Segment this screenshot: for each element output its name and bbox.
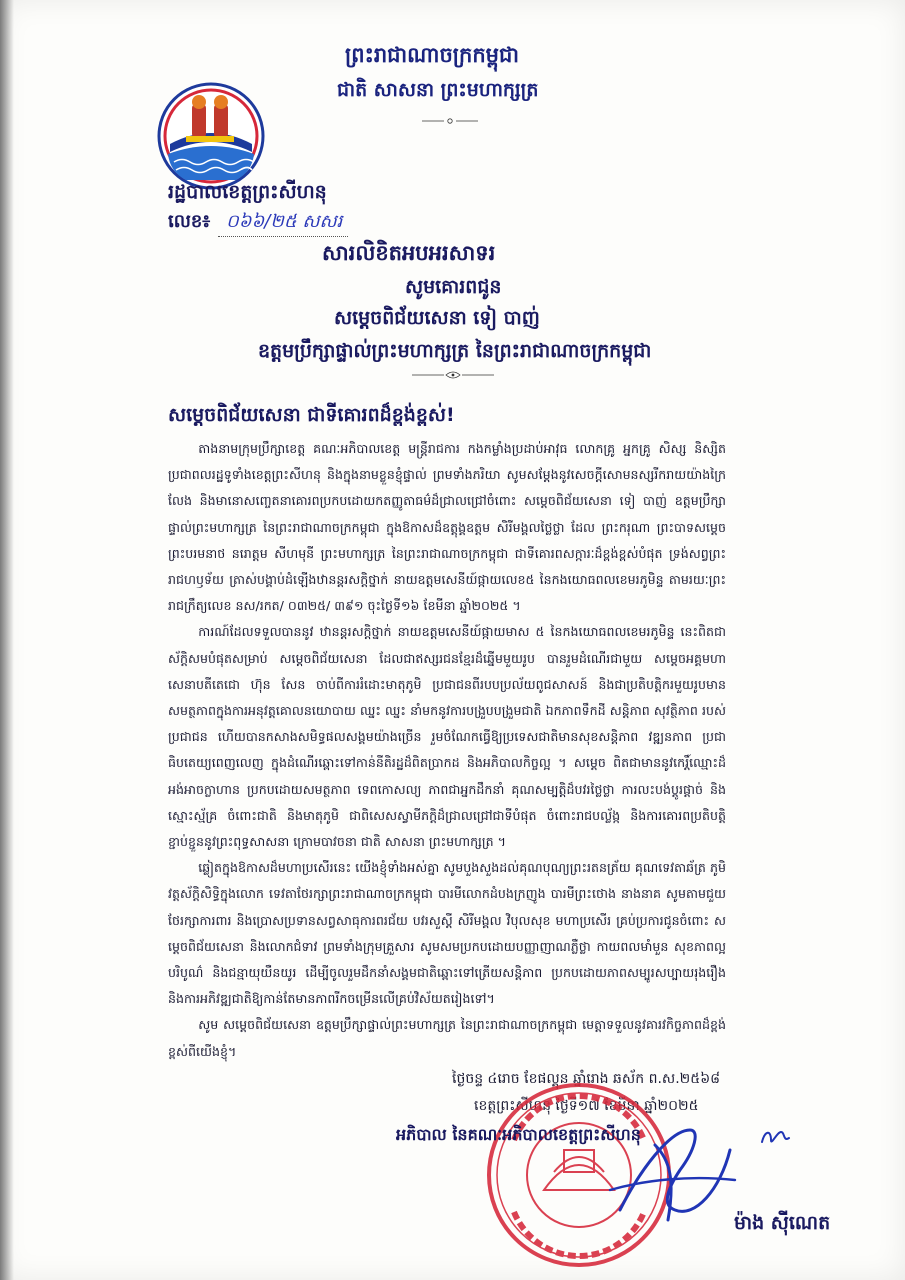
kingdom-heading: ព្រះរាជាណាចក្រកម្ពុជា bbox=[345, 43, 520, 67]
page-edge-shadow bbox=[0, 0, 14, 1280]
recipient-position: ឧត្តមប្រឹក្សាផ្ទាល់ព្រះមហាក្សត្រ នៃព្រះរាជាណាចក្រកម្ពុជា bbox=[258, 340, 652, 362]
paragraph-4: សូម សម្តេចពិជ័យសេនា ឧត្តមប្រឹក្សាផ្ទាល់ព្រះមហាក្សត្រ នៃព្រះរាជាណាចក្រកម្ពុជា មេត្តាទទួលនូវគារវកិច្ចភាពដ៏ខ្ពង់ខ្ពស់ពីយើងខ្ញុំ។ bbox=[168, 1017, 726, 1059]
solar-date: ខេត្តព្រះសីហនុ ថ្ងៃទី១៧ ខែមីនា ឆ្នាំ២០២៥ bbox=[474, 1098, 699, 1114]
title-ornament-icon bbox=[410, 369, 496, 381]
salutation: សម្តេចពិជ័យសេនា ជាទីគោរពដ៏ខ្ពង់ខ្ពស់! bbox=[168, 404, 455, 426]
letter-title: សារលិខិតអបអរសាទរ bbox=[322, 241, 496, 265]
signer-title: អភិបាល នៃគណៈអភិបាលខេត្តព្រះសីហនុ bbox=[396, 1125, 641, 1144]
issuing-administration: រដ្ឋបាលខេត្តព្រះសីហនុ bbox=[168, 181, 327, 203]
reference-number-underline bbox=[218, 236, 348, 238]
letter-body bbox=[168, 436, 726, 1065]
reference-number-label: លេខ៖ bbox=[168, 211, 211, 232]
national-motto: ជាតិ សាសនា ព្រះមហាក្សត្រ bbox=[337, 79, 539, 101]
lunar-date: ថ្ងៃចន្ទ ៤រោច ខែផល្គុន ឆ្នាំរោង ឆស័ក ព.ស.២៥៦៨ bbox=[452, 1071, 721, 1087]
header-ornament-icon bbox=[420, 116, 480, 126]
paragraph-2: ការណ៍ដែលទទួលបាននូវ ឋានន្តរសក្តិថ្នាក់ នាយឧត្តមសេនីយ៍ផ្កាយមាស ៥ នៃកងយោធពលខេមរភូមិន្ទ នេះពិតជាស័ក្តិសមបំផុតសម្រាប់ សម្តេចពិជ័យសេនា ដែលជាឥស្សរជនខ្មែរដ៏ឆ្នើមមួយរូប បានរួមដំណើរជាមួយ សម្តេចអគ្គមហាសេនាបតីតេជោ ហ៊ុន សែន ចាប់ពីការរំដោះមាតុភូមិ ប្រជាជនពីរបបប្រល័យពូជសាសន៍ និងជាប្រតិបត្តិករមួយរូបមានសមត្ថភាពក្នុងការអនុវត្តគោលនយោបាយ ឈ្នះ ឈ្នះ នាំមកនូវការបង្រួបបង្រួមជាតិ ឯកភាពទឹកដី សន្តិភាព សុវត្ថិភាព របស់ប្រជាជន ហើយបានកសាងសមិទ្ធផលសង្គមយ៉ាងច្រើន រួមចំណែកធ្វើឱ្យប្រទេសជាតិមានសុខសន្តិភាព វឌ្ឍនភាព ប្រជាធិបតេយ្យពេញលេញ ក្នុងដំណើរឆ្ពោះទៅកាន់នីតិរដ្ឋដ៏ពិតប្រាកដ និងអភិបាលកិច្ចល្អ ។ សម្តេច ពិតជាមាននូវកេរ្តិ៍ឈ្មោះដ៏អង់អាចក្លាហាន ប្រកបដោយសមត្ថភាព ទេពកោសល្យ ភាពជាអ្នកដឹកនាំ គុណសម្បត្តិដ៏បវរថ្លៃថ្លា ការលះបង់ប្តូរផ្តាច់ និងស្មោះស្ម័គ្រ ចំពោះជាតិ និងមាតុភូមិ ជាពិសេសស្វាមីភក្តិដ៏ជ្រាលជ្រៅជាទីបំផុត ចំពោះរាជបល្ល័ង្ក និងការគោរពប្រតិបត្តិខ្ជាប់ខ្ជួននូវព្រះពុទ្ធសាសនា ក្រោមបាវចនា ជាតិ សាសនា ព្រះមហាក្សត្រ ។ bbox=[168, 624, 726, 850]
initial-mark bbox=[759, 1126, 793, 1148]
paragraph-3: ឆ្លៀតក្នុងឱកាសដ៏មហាប្រសើរនេះ យើងខ្ញុំទាំងអស់គ្នា សូមបួងសួងដល់គុណបុណ្យព្រះរតនត្រ័យ គុណទេវតាឆ័ត្រ ភូមិ វត្តស័ក្តិសិទ្ធិក្នុងលោក ទេវតាថែរក្សាព្រះរាជាណាចក្រកម្ពុជា បារមីលោកដំបងក្រញូង បារមីព្រះថោង នាងនាគ សូមតាមជួយថែរក្សាការពារ និងប្រោសប្រទានសព្វសាធុការពរជ័យ បវរសួស្តី សិរីមង្គល វិបុលសុខ មហាប្រសើរ គ្រប់ប្រការជូនចំពោះ សម្តេចពិជ័យសេនា និងលោកជំទាវ ព្រមទាំងក្រុមគ្រួសារ សូមសមប្រកបដោយបញ្ញាញាណភ្លឺថ្លា កាយពលមាំមួន សុខភាពល្អបរិបូណ៌ និងជន្មាយុយឺនយូរ ដើម្បីចូលរួមដឹកនាំសង្គមជាតិឆ្ពោះទៅត្រើយសន្តិភាព ប្រកបដោយភាពសម្បូរសប្បាយរុងរឿង និងការអភិវឌ្ឍជាតិឱ្យកាន់តែមានភាពរីកចម្រើនលើគ្រប់វិស័យតរៀងទៅ។ bbox=[168, 860, 726, 1007]
paragraph-1: តាងនាមក្រុមប្រឹក្សាខេត្ត គណៈអភិបាលខេត្ត មន្ត្រីរាជការ កងកម្លាំងប្រដាប់អាវុធ លោកគ្រូ អ្នកគ្រូ សិស្ស និស្សិត ប្រជាពលរដ្ឋទូទាំងខេត្តព្រះសីហនុ និងក្នុងនាមខ្លួនខ្ញុំផ្ទាល់ ព្រមទាំងភរិយា សូមសម្តែងនូវសេចក្តីសោមនស្សរីករាយយ៉ាងក្រៃលែង និងមានោសញ្ចេតនាគោរពប្រកបដោយកតញ្ញូតាធម៌ដ៏ជ្រាលជ្រៅចំពោះ សម្តេចពិជ័យសេនា ទៀ បាញ់ ឧត្តមប្រឹក្សាផ្ទាល់ព្រះមហាក្សត្រ នៃព្រះរាជាណាចក្រកម្ពុជា ក្នុងឱកាសដ៏ឧត្តុង្គឧត្តម សិរីមង្គលថ្លៃថ្លា ដែល ព្រះករុណា ព្រះបាទសម្តេចព្រះបរមនាថ នរោត្តម សីហមុនី ព្រះមហាក្សត្រ នៃព្រះរាជាណាចក្រកម្ពុជា ជាទីគោរពសក្ការៈដ៏ខ្ពង់ខ្ពស់បំផុត ទ្រង់សព្វព្រះរាជហឫទ័យ ត្រាស់បង្គាប់ដំឡើងឋានន្តរសក្តិថ្នាក់ នាយឧត្តមសេនីយ៍ផ្កាយលេខ៥ នៃកងយោធពលខេមរភូមិន្ទ តាមរយៈព្រះរាជក្រឹត្យលេខ នស/រកត/ ០៣២៥/ ៣៩១ ចុះថ្ងៃទី១៦ ខែមីនា ឆ្នាំ២០២៥ ។ bbox=[168, 441, 726, 614]
recipient-name: សម្តេចពិជ័យសេនា ទៀ បាញ់ bbox=[334, 307, 540, 329]
signer-name: ម៉ាង ស៊ីណេត bbox=[734, 1212, 831, 1234]
reference-number-value: ០៦៦/២៥ សសរ bbox=[226, 211, 343, 232]
respectful-address: សូមគោរពជូន bbox=[405, 276, 502, 298]
provincial-seal-icon bbox=[156, 82, 266, 190]
handwritten-signature bbox=[600, 1110, 740, 1230]
